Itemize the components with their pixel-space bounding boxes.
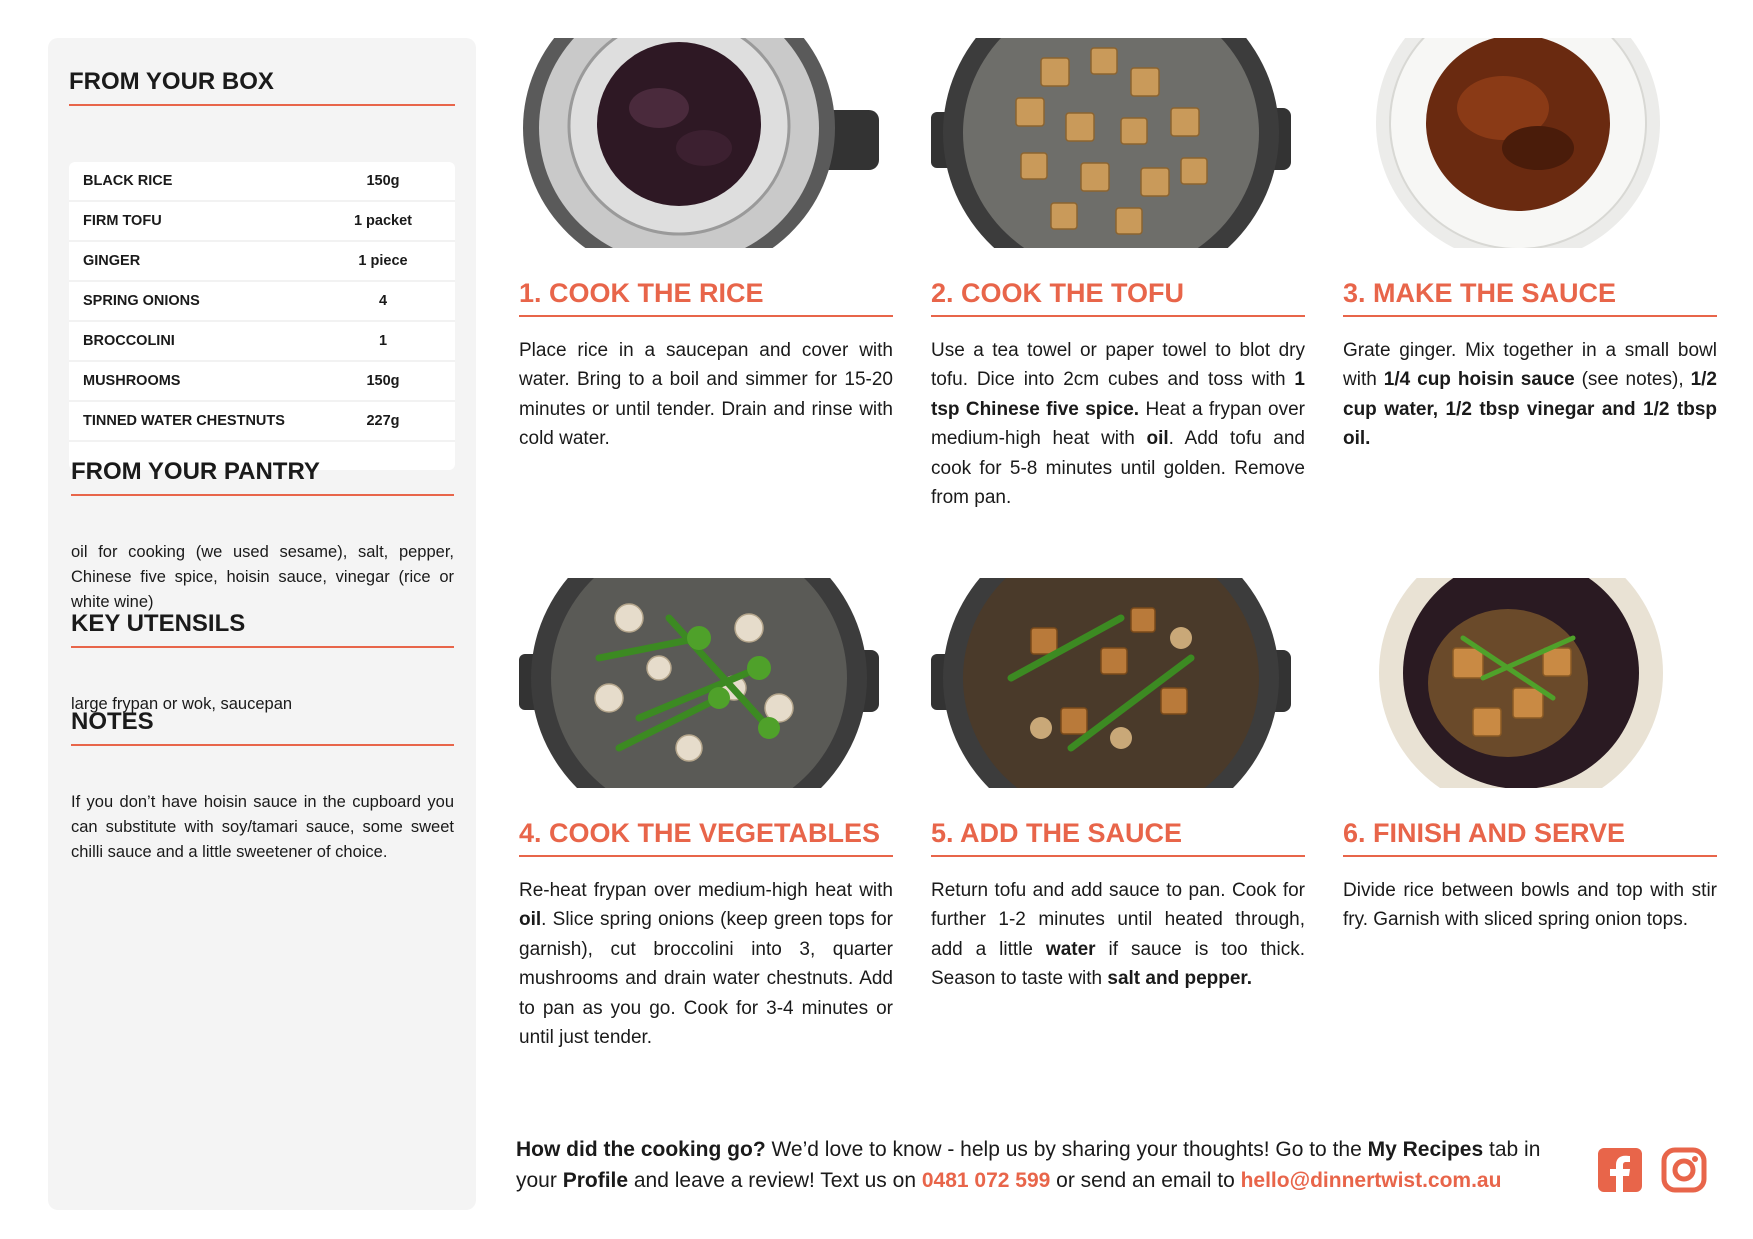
- tofu-in-frypan-photo: [931, 38, 1291, 248]
- step-6: [1343, 578, 1717, 1058]
- feedback-message: [516, 1134, 1576, 1196]
- step-text-run: Grate ginger. Mix together in a small bowl with: [1343, 340, 1717, 391]
- from-your-pantry-heading: FROM YOUR PANTRY: [71, 458, 454, 496]
- step-text-bold: water: [1045, 938, 1096, 960]
- step-text-bold: oil: [519, 909, 542, 931]
- sauce-in-bowl-photo: [1343, 38, 1703, 248]
- table-row: [69, 242, 455, 282]
- contact-link[interactable]: 0481 072 599: [921, 1169, 1051, 1192]
- step-text-bold: 1/2 cup water, 1/2 tbsp vinegar and 1/2 tbsp oil.: [1343, 369, 1717, 450]
- step-5: [931, 578, 1305, 1058]
- instagram-icon[interactable]: [1660, 1146, 1708, 1194]
- ingredient-name: MUSHROOMS: [83, 373, 181, 389]
- step-text-bold: oil: [1146, 428, 1169, 450]
- step-text: [931, 876, 1305, 994]
- sidebar: [48, 38, 476, 1210]
- ingredient-name: GINGER: [83, 253, 141, 269]
- step-1: [519, 38, 893, 518]
- step-title: 6. FINISH AND SERVE: [1343, 818, 1717, 857]
- step-title: 1. COOK THE RICE: [519, 278, 893, 317]
- step-text-run: . Slice spring onions (keep green tops for garnish), cut broccolini into 3, quarter mushrooms and drain water chestnuts. Add to pan as you go. Cook for 3-4 minutes or until just tender.: [519, 909, 893, 1049]
- step-text: [519, 336, 893, 454]
- step-3: [1343, 38, 1717, 518]
- step-text-bold: 1 tsp Chinese five spice.: [931, 369, 1305, 420]
- footer-text-run: Profile: [562, 1169, 629, 1192]
- ingredient-name: SPRING ONIONS: [83, 293, 200, 309]
- footer-text-run: or send an email to: [1050, 1169, 1241, 1192]
- table-row: [69, 282, 455, 322]
- step-text-run: Divide rice between bowls and top with stir fry. Garnish with sliced spring onion tops.: [1343, 880, 1717, 931]
- step-title: 4. COOK THE VEGETABLES: [519, 818, 893, 857]
- contact-link[interactable]: hello@dinnertwist.com.au: [1240, 1169, 1502, 1192]
- step-title: 2. COOK THE TOFU: [931, 278, 1305, 317]
- table-row: [69, 162, 455, 202]
- ingredient-qty: 1 piece: [358, 253, 408, 269]
- stir-fry-in-frypan-photo: [931, 578, 1291, 788]
- step-text-bold: 1/4 cup hoisin sauce: [1383, 369, 1575, 391]
- step-text-run: Re-heat frypan over medium-high heat with: [519, 880, 893, 901]
- step-text-run: Heat a frypan over medium-high heat with: [931, 398, 1305, 450]
- ingredient-qty: 4: [378, 293, 388, 309]
- step-title: 5. ADD THE SAUCE: [931, 818, 1305, 857]
- step-text: [1343, 336, 1717, 454]
- step-text: [1343, 876, 1717, 935]
- served-bowl-photo: [1343, 578, 1703, 788]
- step-title: 3. MAKE THE SAUCE: [1343, 278, 1717, 317]
- step-text-run: (see notes),: [1574, 369, 1691, 391]
- ingredient-name: BROCCOLINI: [83, 333, 175, 349]
- step-text: [519, 876, 893, 1052]
- step-text-run: Use a tea towel or paper towel to blot dry tofu. Dice into 2cm cubes and toss with: [931, 340, 1305, 391]
- ingredient-qty: 227g: [366, 413, 400, 429]
- ingredient-name: TINNED WATER CHESTNUTS: [83, 413, 285, 429]
- table-row: [69, 402, 455, 442]
- ingredient-name: BLACK RICE: [83, 173, 173, 189]
- footer-text-run: How did the cooking go?: [516, 1138, 766, 1161]
- footer-text-run: We’d love to know - help us by sharing your thoughts! Go to the: [765, 1138, 1368, 1161]
- step-text: [931, 336, 1305, 512]
- ingredient-qty: 150g: [366, 173, 400, 189]
- table-row: [69, 362, 455, 402]
- notes-text: If you don’t have hoisin sauce in the cupboard you can substitute with soy/tamari sauce, some sweet chilli sauce and a little sweetener of choice.: [71, 793, 454, 861]
- step-text-run: if sauce is too thick. Season to taste with: [931, 938, 1305, 990]
- step-text-run: Place rice in a saucepan and cover with water. Bring to a boil and simmer for 15-20 minutes or until tender. Drain and rinse with cold water.: [519, 340, 893, 450]
- ingredient-name: FIRM TOFU: [83, 213, 162, 229]
- notes-heading: NOTES: [71, 708, 454, 746]
- key-utensils-heading: KEY UTENSILS: [71, 610, 454, 648]
- table-row: [69, 202, 455, 242]
- vegetables-in-frypan-photo: [519, 578, 879, 788]
- step-text-bold: salt and pepper.: [1107, 968, 1253, 990]
- step-text-run: . Add tofu and cook for 5-8 minutes until golden. Remove from pan.: [931, 428, 1306, 509]
- pantry-text: oil for cooking (we used sesame), salt, pepper, Chinese five spice, hoisin sauce, vinegar (rice or white wine): [71, 543, 454, 611]
- step-4: [519, 578, 893, 1058]
- table-row: [69, 322, 455, 362]
- step-2: [931, 38, 1305, 518]
- facebook-icon[interactable]: [1596, 1146, 1644, 1194]
- step-text-run: Return tofu and add sauce to pan. Cook for further 1-2 minutes until heated through, add a little: [931, 880, 1305, 960]
- footer-text-run: My Recipes: [1367, 1138, 1484, 1161]
- ingredient-qty: 150g: [366, 373, 400, 389]
- ingredient-qty: 1: [378, 333, 388, 349]
- rice-in-strainer-photo: [519, 38, 879, 248]
- footer-text-run: tab in your: [516, 1138, 1541, 1192]
- utensils-text: large frypan or wok, saucepan: [71, 695, 293, 713]
- ingredients-table: [69, 162, 455, 470]
- from-your-box-heading: FROM YOUR BOX: [69, 68, 455, 106]
- footer-text-run: and leave a review! Text us on: [628, 1169, 922, 1192]
- ingredient-qty: 1 packet: [353, 213, 413, 229]
